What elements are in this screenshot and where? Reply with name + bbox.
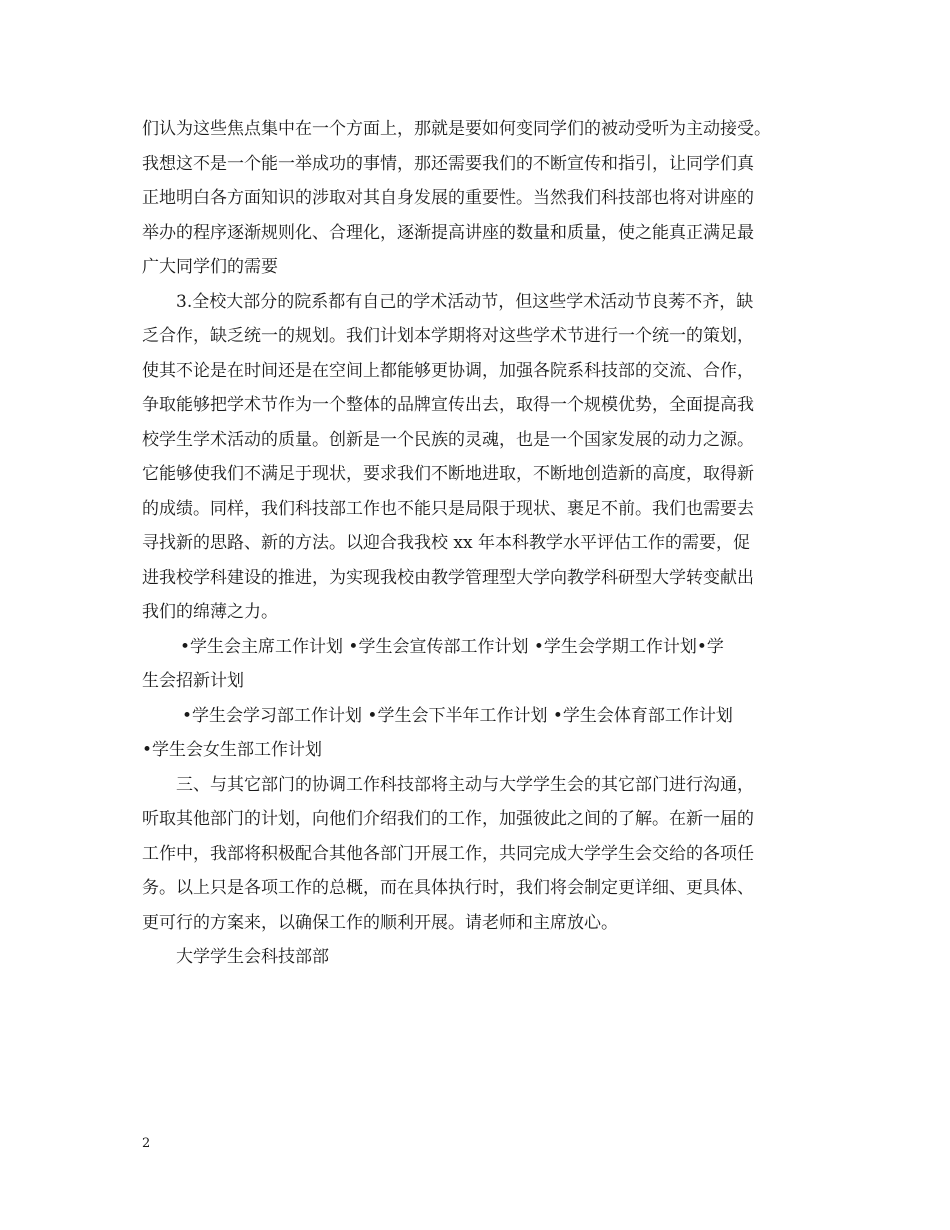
text-line: 它能够使我们不满足于现状，要求我们不断地进取，不断地创造新的高度，取得新 <box>142 464 754 484</box>
text-line: 广大同学们的需要 <box>142 257 278 277</box>
text-line: 使其不论是在时间还是在空间上都能够更协调，加强各院系科技部的交流、合作， <box>142 360 754 381</box>
related-links-group-1 <box>142 630 814 699</box>
text-line: 3.全校大部分的院系都有自己的学术活动节，但这些学术活动节良莠不齐，缺 <box>176 291 754 312</box>
related-links-line[interactable]: •学生会主席工作计划 •学生会宣传部工作计划 •学生会学期工作计划•学 <box>180 636 724 657</box>
text-line: 的成绩。同样，我们科技部工作也不能只是局限于现状、裹足不前。我们也需要去 <box>142 498 754 519</box>
text-line: 三、与其它部门的协调工作科技部将主动与大学学生会的其它部门进行沟通， <box>176 774 754 795</box>
text-line: 更可行的方案来，以确保工作的顺利开展。请老师和主席放心。 <box>142 912 618 933</box>
related-links-line[interactable]: •学生会学习部工作计划 •学生会下半年工作计划 •学生会体育部工作计划 <box>182 705 733 726</box>
text-line: 务。以上只是各项工作的总概，而在具体执行时，我们将会制定更详细、更具体、 <box>142 878 754 898</box>
text-line: 举办的程序逐渐规则化、合理化，逐渐提高讲座的数量和质量，使之能真正满足最 <box>142 222 754 243</box>
paragraph-department-coordination <box>142 768 814 941</box>
text-line: 们认为这些焦点集中在一个方面上，那就是要如何变同学们的被动受听为主动接受。 <box>142 119 771 139</box>
related-links-group-2 <box>142 699 814 768</box>
text-line: 进我校学科建设的推进，为实现我校由教学管理型大学向教学科研型大学转变献出 <box>142 567 754 588</box>
text-line: 正地明白各方面知识的涉取对其自身发展的重要性。当然我们科技部也将对讲座的 <box>142 188 754 208</box>
related-links-line[interactable]: 生会招新计划 <box>142 671 244 691</box>
text-line: 乏合作，缺乏统一的规划。我们计划本学期将对这些学术节进行一个统一的策划， <box>142 326 754 346</box>
document-page <box>142 112 814 975</box>
page-number: 2 <box>142 1136 151 1151</box>
text-line: 工作中，我部将积极配合其他各部门开展工作，共同完成大学学生会交给的各项任 <box>142 843 754 864</box>
text-line: 我们的绵薄之力。 <box>142 602 278 622</box>
text-line: 校学生学术活动的质量。创新是一个民族的灵魂，也是一个国家发展的动力之源。 <box>142 429 754 450</box>
text-line: 听取其他部门的计划，向他们介绍我们的工作，加强彼此之间的了解。在新一届的 <box>142 809 754 829</box>
text-line: 争取能够把学术节作为一个整体的品牌宣传出去，取得一个规模优势，全面提高我 <box>142 395 754 415</box>
related-links-line[interactable]: •学生会女生部工作计划 <box>142 740 323 760</box>
paragraph-academic-festival <box>142 285 814 630</box>
text-line: 我想这不是一个能一举成功的事情，那还需要我们的不断宣传和指引，让同学们真 <box>142 153 754 174</box>
paragraph-lecture-summary <box>142 112 814 285</box>
text-line: 寻找新的思路、新的方法。以迎合我我校 xx 年本科教学水平评估工作的需要，促 <box>142 533 750 553</box>
signature: 大学学生会科技部部 <box>176 947 329 967</box>
